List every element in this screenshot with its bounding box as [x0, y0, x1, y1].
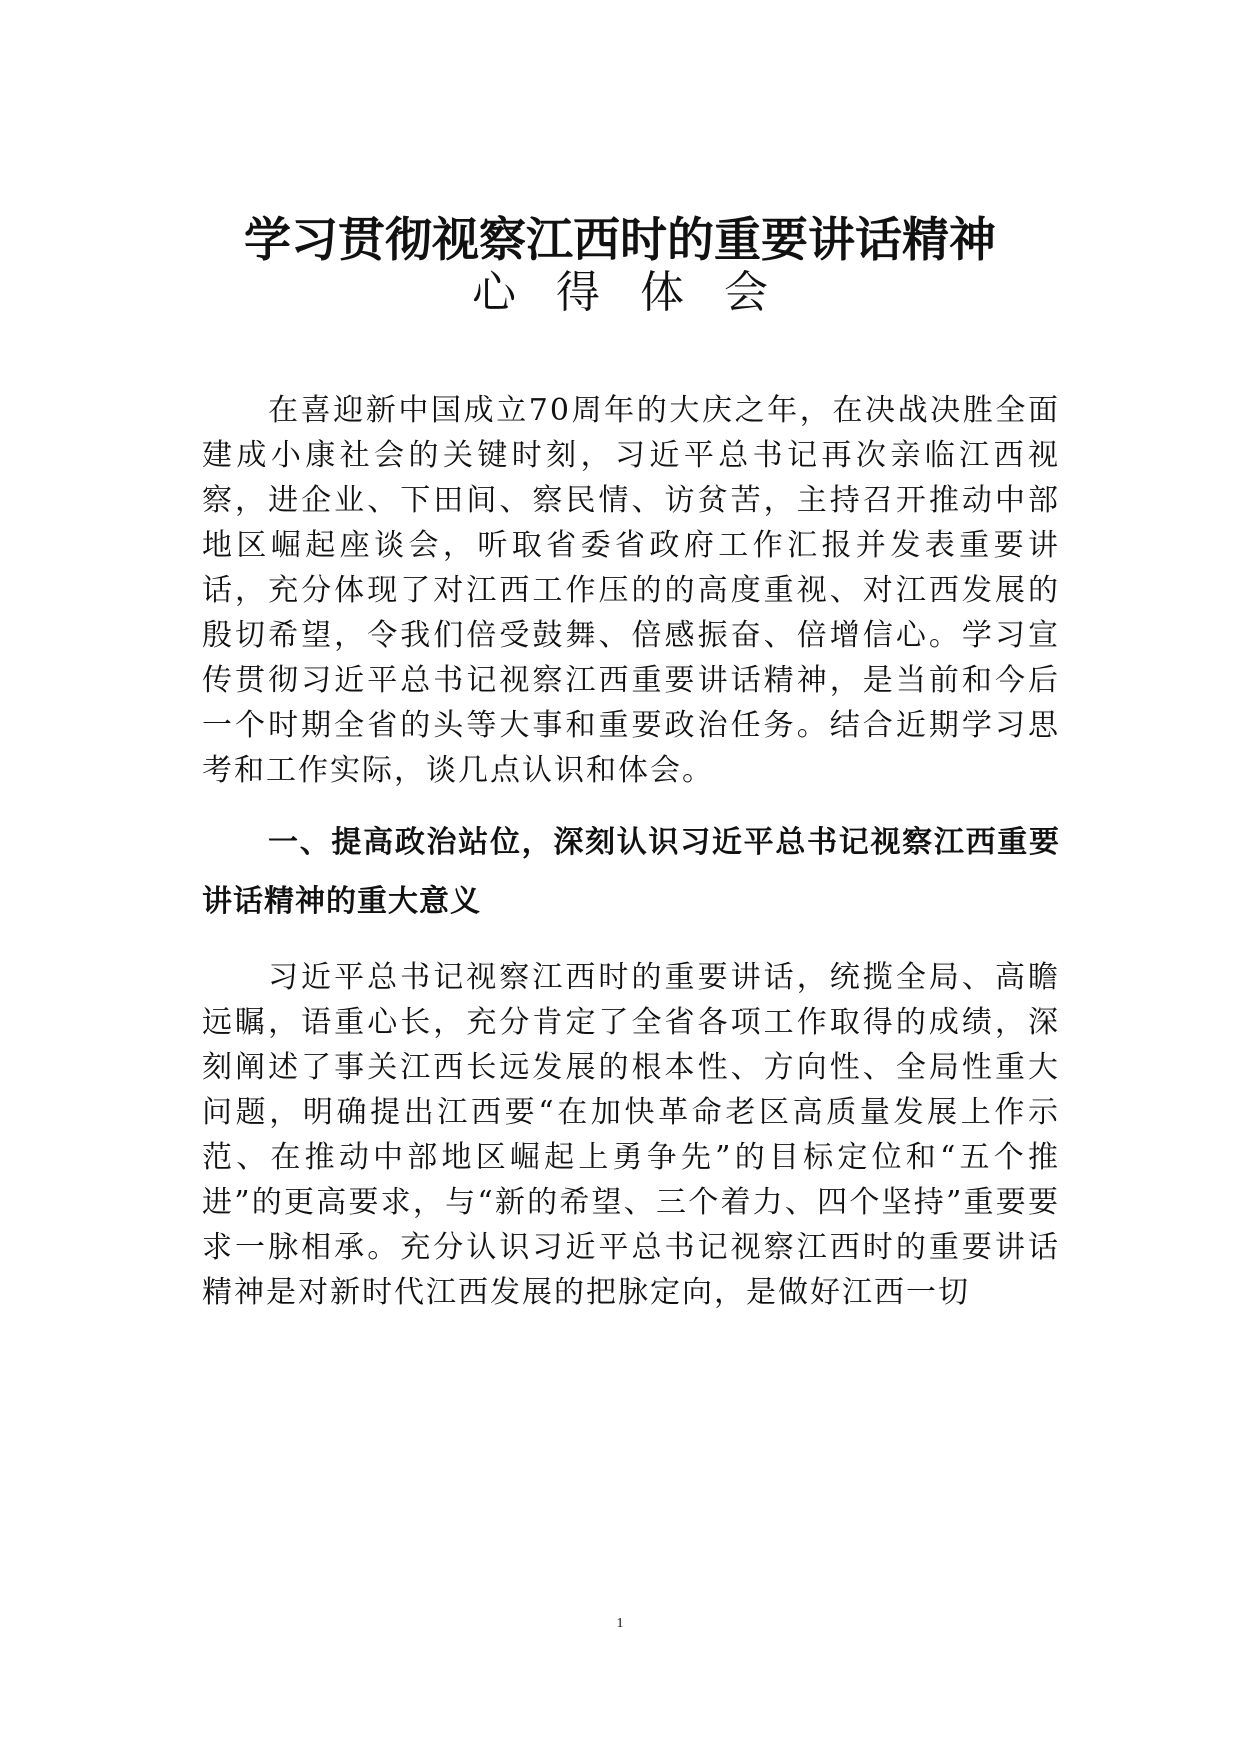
section-paragraph: 习近平总书记视察江西时的重要讲话，统揽全局、高瞻远瞩，语重心长，充分肯定了全省各项工作取得的成绩，深刻阐述了事关江西长远发展的根本性、方向性、全局性重大问题，明确提出江西要“在加快革命老区高质量发展上作示范、在推动中部地区崛起上勇争先”的目标定位和“五个推进”的更高要求，与“新的希望、三个着力、四个坚持”重要要求一脉相承。充分认识习近平总书记视察江西时的重要讲话精神是对新时代江西发展的把脉定向，是做好江西一切	[202, 960, 1060, 1310]
document-title: 学习贯彻视察江西时的重要讲话精神	[244, 213, 996, 268]
document-subtitle: 心得体会	[472, 267, 808, 318]
page-number: 1	[616, 1616, 624, 1631]
intro-paragraph: 在喜迎新中国成立70周年的大庆之年，在决战决胜全面建成小康社会的关键时刻，习近平总书记再次亲临江西视察，进企业、下田间、察民情、访贫苦，主持召开推动中部地区崛起座谈会，听取省委省政府工作汇报并发表重要讲话，充分体现了对江西工作压的的高度重视、对江西发展的殷切希望，令我们倍受鼓舞、倍感振奋、倍增信心。学习宣传贯彻习近平总书记视察江西重要讲话精神，是当前和今后一个时期全省的头等大事和重要政治任务。结合近期学习思考和工作实际，谈几点认识和体会。	[202, 393, 1060, 788]
section-heading: 一、提高政治站位，深刻认识习近平总书记视察江西重要讲话精神的重大意义	[202, 825, 1060, 919]
